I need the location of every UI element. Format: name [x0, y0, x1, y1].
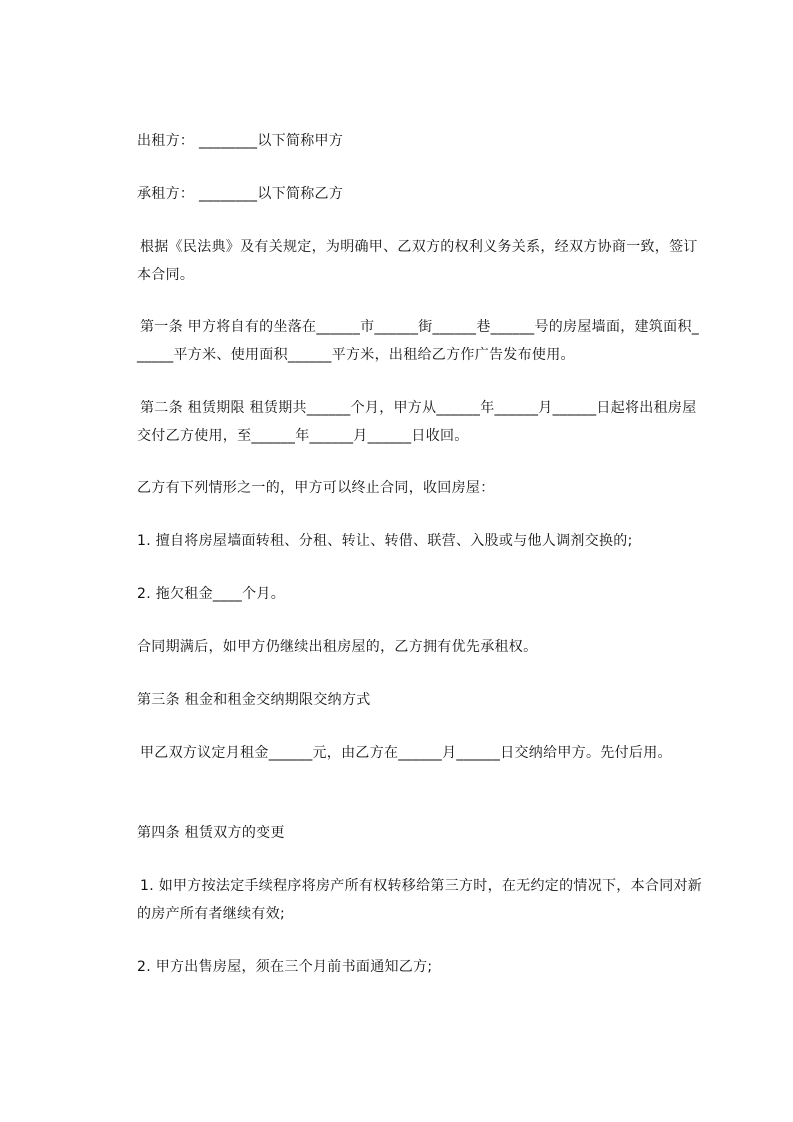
article-4-item-2: 2. 甲方出售房屋，须在三个月前书面通知乙方;	[137, 959, 433, 975]
article-3-title: 第三条 租金和租金交纳期限交纳方式	[137, 692, 371, 708]
article-4-title: 第四条 租赁双方的变更	[137, 825, 285, 841]
termination-item-2: 2. 拖欠租金____个月。	[137, 586, 286, 602]
termination-intro: 乙方有下列情形之一的，甲方可以终止合同，收回房屋：	[137, 480, 495, 496]
article-4-item-1: 1. 如甲方按法定手续程序将房产所有权转移给第三方时，在无约定的情况下，本合同对新的房产所有者继续有效;	[137, 878, 703, 922]
termination-item-1: 1. 擅自将房屋墙面转租、分租、转让、转借、联营、入股或与他人调剂交换的;	[137, 533, 633, 549]
lessor-line: 出租方： ________以下简称甲方	[137, 133, 344, 149]
lessee-line: 承租方： ________以下简称乙方	[137, 186, 344, 202]
renewal-paragraph: 合同期满后，如甲方仍继续出租房屋的，乙方拥有优先承租权。	[137, 639, 538, 655]
preamble-paragraph: 根据《民法典》及有关规定，为明确甲、乙双方的权利义务关系，经双方协商一致，签订本合同。	[137, 239, 698, 283]
article-2-paragraph: 第二条 租赁期限 租赁期共______个月，甲方从______年______月______日起将出租房屋交付乙方使用，至______年______月______日收回。	[137, 400, 697, 444]
article-3-paragraph: 甲乙双方议定月租金______元，由乙方在______月______日交纳给甲方。先付后用。	[140, 745, 672, 761]
article-1-paragraph: 第一条 甲方将自有的坐落在______市______街______巷______号的房屋墙面，建筑面积______平方米、使用面积______平方米，出租给乙方作广告发布使用。	[137, 319, 700, 363]
